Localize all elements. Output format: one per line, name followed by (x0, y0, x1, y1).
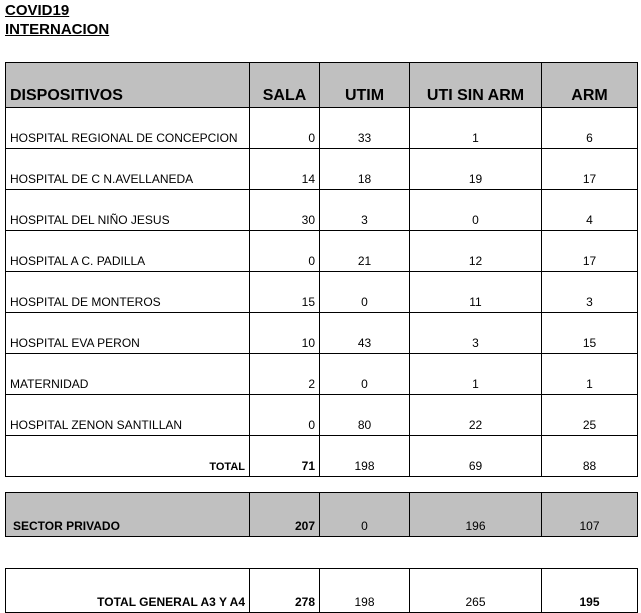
table-row (6, 149, 638, 190)
total-sala: 71 (250, 436, 320, 477)
total-uti: 69 (410, 436, 542, 477)
sala-value: 2 (250, 354, 320, 395)
general-label: TOTAL GENERAL A3 Y A4 (6, 569, 250, 613)
header-sala: SALA (250, 63, 320, 108)
uti-value: 11 (410, 272, 542, 313)
hospital-name: HOSPITAL REGIONAL DE CONCEPCION (6, 108, 250, 149)
table-row (6, 190, 638, 231)
privado-label: SECTOR PRIVADO (6, 493, 250, 537)
uti-value: 3 (410, 313, 542, 354)
utim-value: 43 (320, 313, 410, 354)
uti-value: 0 (410, 190, 542, 231)
utim-value: 80 (320, 395, 410, 436)
arm-value: 15 (542, 313, 638, 354)
general-arm: 195 (542, 569, 638, 613)
header-row (6, 63, 638, 108)
hospital-name: HOSPITAL DEL NIÑO JESUS (6, 190, 250, 231)
utim-value: 18 (320, 149, 410, 190)
table-row (6, 313, 638, 354)
uti-value: 22 (410, 395, 542, 436)
arm-value: 1 (542, 354, 638, 395)
arm-value: 25 (542, 395, 638, 436)
sala-value: 30 (250, 190, 320, 231)
privado-arm: 107 (542, 493, 638, 537)
table-row (6, 108, 638, 149)
general-sala: 278 (250, 569, 320, 613)
uti-value: 1 (410, 108, 542, 149)
sector-privado-table (5, 492, 638, 537)
header-arm: ARM (542, 63, 638, 108)
privado-uti: 196 (410, 493, 542, 537)
total-utim: 198 (320, 436, 410, 477)
title-internacion: INTERNACION (5, 21, 110, 38)
privado-sala: 207 (250, 493, 320, 537)
utim-value: 33 (320, 108, 410, 149)
sala-value: 0 (250, 395, 320, 436)
header-utim: UTIM (320, 63, 410, 108)
sala-value: 0 (250, 231, 320, 272)
arm-value: 4 (542, 190, 638, 231)
total-general-table (5, 568, 638, 613)
arm-value: 17 (542, 231, 638, 272)
table-row (6, 272, 638, 313)
arm-value: 3 (542, 272, 638, 313)
hospital-name: HOSPITAL DE C N.AVELLANEDA (6, 149, 250, 190)
table-row (6, 354, 638, 395)
total-general-row (6, 569, 638, 613)
utim-value: 0 (320, 354, 410, 395)
sala-value: 14 (250, 149, 320, 190)
header-uti-sin-arm: UTI SIN ARM (410, 63, 542, 108)
arm-value: 17 (542, 149, 638, 190)
hospital-name: HOSPITAL DE MONTEROS (6, 272, 250, 313)
general-uti: 265 (410, 569, 542, 613)
utim-value: 0 (320, 272, 410, 313)
total-row (6, 436, 638, 477)
total-label: TOTAL (6, 436, 250, 477)
uti-value: 12 (410, 231, 542, 272)
sector-privado-row (6, 493, 638, 537)
hospital-name: HOSPITAL ZENON SANTILLAN (6, 395, 250, 436)
sala-value: 10 (250, 313, 320, 354)
hospital-name: HOSPITAL EVA PERON (6, 313, 250, 354)
sala-value: 0 (250, 108, 320, 149)
privado-utim: 0 (320, 493, 410, 537)
hospital-name: MATERNIDAD (6, 354, 250, 395)
utim-value: 21 (320, 231, 410, 272)
header-dispositivos: DISPOSITIVOS (6, 63, 250, 108)
hospital-name: HOSPITAL A C. PADILLA (6, 231, 250, 272)
arm-value: 6 (542, 108, 638, 149)
utim-value: 3 (320, 190, 410, 231)
main-table (5, 62, 638, 477)
table-row (6, 231, 638, 272)
table-row (6, 395, 638, 436)
total-arm: 88 (542, 436, 638, 477)
general-utim: 198 (320, 569, 410, 613)
sala-value: 15 (250, 272, 320, 313)
uti-value: 1 (410, 354, 542, 395)
uti-value: 19 (410, 149, 542, 190)
title-covid19: COVID19 (5, 2, 70, 19)
